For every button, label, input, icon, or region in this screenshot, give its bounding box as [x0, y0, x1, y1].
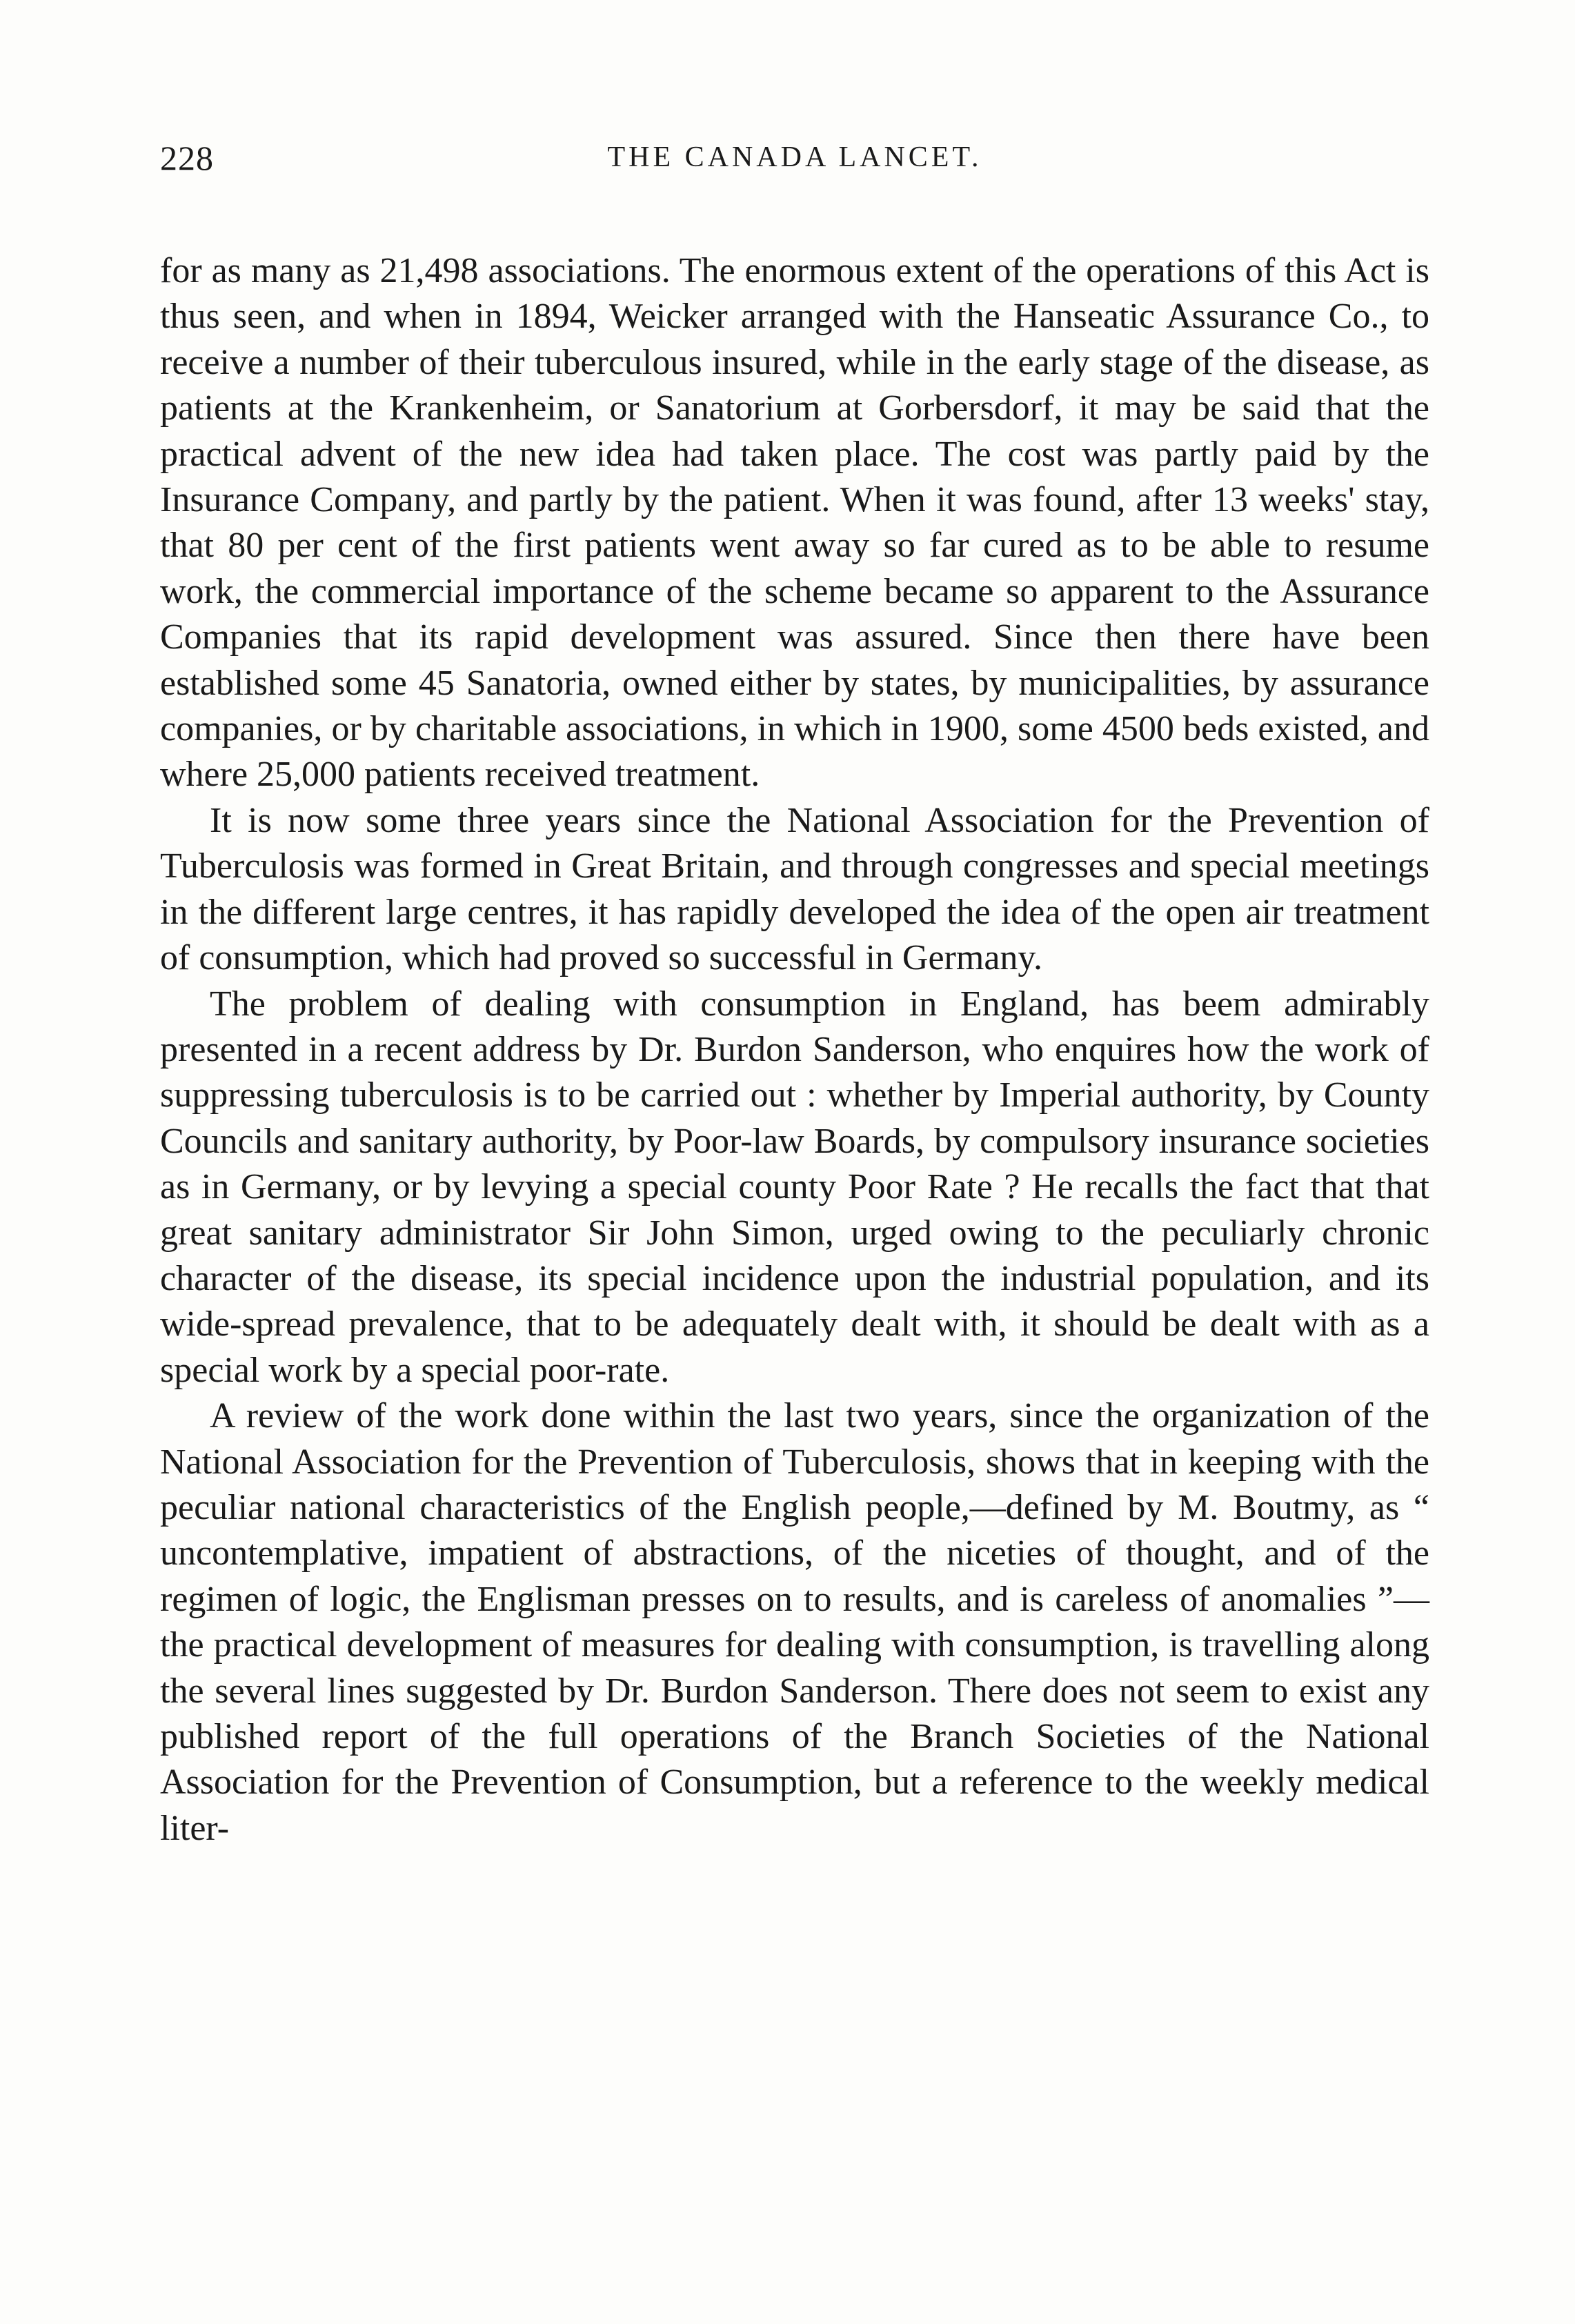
paragraph: for as many as 21,498 associations. The enormous extent of the operations of this Act is thus seen, and when in 1894, Weicker arranged with the Hanseatic Assurance Co., to receive a number of their tuberculous insured, while in the early stage of the disease, as patients at the Krankenheim, or Sanatorium at Gorbersdorf, it may be said that the practical advent of the new idea had taken place. The cost was partly paid by the Insurance Company, and partly by the patient. When it was found, after 13 weeks' stay, that 80 per cent of the first patients went away so far cured as to be able to resume work, the commercial importance of the scheme became so apparent to the Assurance Companies that its rapid development was assured. Since then there have been established some 45 Sanatoria, owned either by states, by municipalities, by assurance companies, or by charitable associations, in which in 1900, some 4500 beds existed, and where 25,000 patients received treatment.: [160, 251, 1429, 795]
body-text: [160, 248, 1429, 1851]
page-number: 228: [160, 139, 214, 177]
page-header: [160, 138, 1429, 186]
paragraph: It is now some three years since the National Association for the Prevention of Tuberculosis was formed in Great Britain, and through congresses and special meetings in the different large centres, it has rapidly developed the idea of the open air treatment of consumption, which had proved so successful in Germany.: [160, 800, 1429, 978]
paragraph: A review of the work done within the last two years, since the organization of the National Association for the Prevention of Tuberculosis, shows that in keeping with the peculiar national characteristics of the English people,—defined by M. Boutmy, as “ uncontemplative, impatient of abstractions, of the niceties of thought, and of the regimen of logic, the Englisman presses on to results, and is careless of anomalies ”—the practical development of measures for dealing with consumption, is travelling along the several lines suggested by Dr. Burdon Sanderson. There does not seem to exist any published report of the full operations of the Branch Societies of the National Association for the Prevention of Consumption, but a reference to the weekly medical liter-: [160, 1396, 1429, 1848]
running-title: THE CANADA LANCET.: [607, 141, 982, 173]
paragraph: The problem of dealing with consumption in England, has beem admirably presented in a recent address by Dr. Burdon Sanderson, who enquires how the work of suppressing tuberculosis is to be carried out : whether by Imperial authority, by County Councils and sanitary authority, by Poor-law Boards, by compulsory insurance societies as in Germany, or by levying a special county Poor Rate ? He recalls the fact that that great sanitary administrator Sir John Simon, urged owing to the peculiarly chronic character of the disease, its special incidence upon the industrial population, and its wide-spread prevalence, that to be adequately dealt with, it should be dealt with as a special work by a special poor-rate.: [160, 984, 1429, 1390]
